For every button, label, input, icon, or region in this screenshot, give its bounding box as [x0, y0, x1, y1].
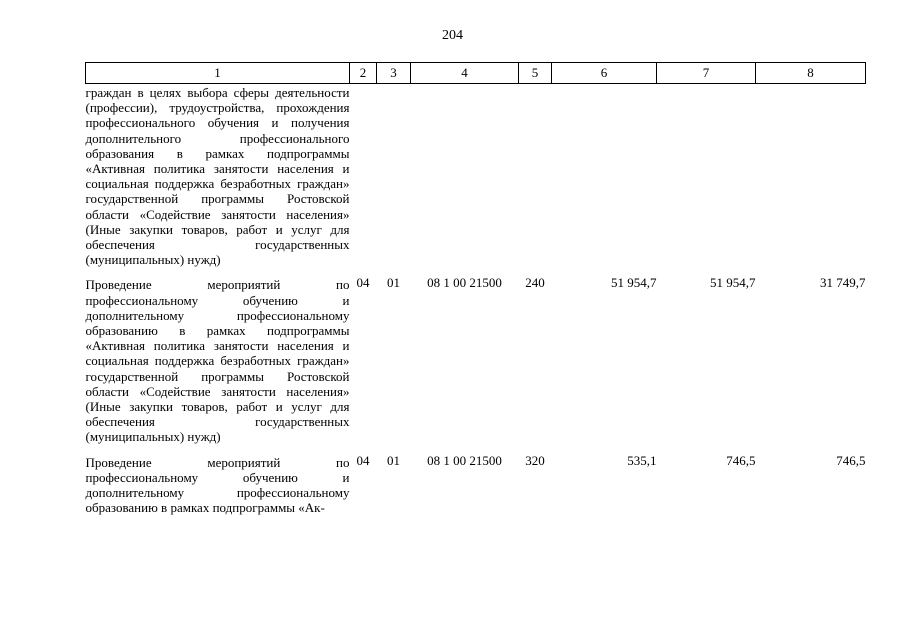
table-row — [86, 453, 866, 524]
row-csr: 08 1 00 21500 — [427, 452, 502, 468]
row-value-6 — [552, 84, 657, 276]
header-col-5: 5 — [519, 63, 552, 84]
row-pr: 01 — [387, 452, 400, 468]
row-rz: 04 — [356, 275, 370, 291]
row-value-8: 31 749,7 — [820, 275, 866, 291]
table-header — [86, 63, 866, 84]
header-col-2: 2 — [350, 63, 377, 84]
row-value-6: 535,1 — [627, 452, 657, 468]
header-col-8: 8 — [756, 63, 866, 84]
row-csr — [411, 84, 519, 276]
table-row — [86, 84, 866, 276]
header-col-3: 3 — [377, 63, 411, 84]
row-pr — [377, 84, 411, 276]
row-description: Проведение мероприятий по профессиональному обучению и дополнительному профессиональному образованию в рамках подпрограммы «Ак- — [85, 454, 350, 516]
row-vr — [519, 84, 552, 276]
table-row — [86, 275, 866, 452]
header-col-6: 6 — [552, 63, 657, 84]
header-col-4: 4 — [411, 63, 519, 84]
row-rz — [350, 84, 377, 276]
row-value-7 — [657, 84, 756, 276]
header-col-1: 1 — [86, 63, 350, 84]
header-col-7: 7 — [657, 63, 756, 84]
row-vr: 240 — [525, 275, 545, 291]
row-rz: 04 — [356, 452, 370, 468]
row-value-7: 51 954,7 — [710, 275, 756, 291]
row-description: граждан в целях выбора сферы деятельности (профессии), трудоустройства, прохождения профессионального обучения и получения дополнительного профессионального образования в рамках подпрограммы «Активная политика занятости населения и социальная поддержка безработных граждан» государственной программы Ростовской области «Содействие занятости населения» (Иные закупки товаров, работ и услуг для обеспечения государственных (муниципальных) нужд) — [85, 85, 350, 268]
budget-table — [85, 62, 866, 523]
row-value-8: 746,5 — [836, 452, 866, 468]
page-number: 204 — [442, 28, 463, 43]
row-value-7: 746,5 — [726, 452, 756, 468]
row-vr: 320 — [525, 452, 545, 468]
row-pr: 01 — [387, 275, 400, 291]
row-csr: 08 1 00 21500 — [427, 275, 502, 291]
row-value-8 — [756, 84, 866, 276]
header-row — [86, 63, 866, 84]
row-value-6: 51 954,7 — [611, 275, 657, 291]
row-description: Проведение мероприятий по профессиональному обучению и дополнительному профессиональному образованию в рамках подпрограммы «Активная политика занятости населения и социальная поддержка безработных граждан» государственной программы Ростовской области «Содействие занятости населения» (Иные закупки товаров, работ и услуг для обеспечения государственных (муниципальных) нужд) — [85, 277, 350, 445]
